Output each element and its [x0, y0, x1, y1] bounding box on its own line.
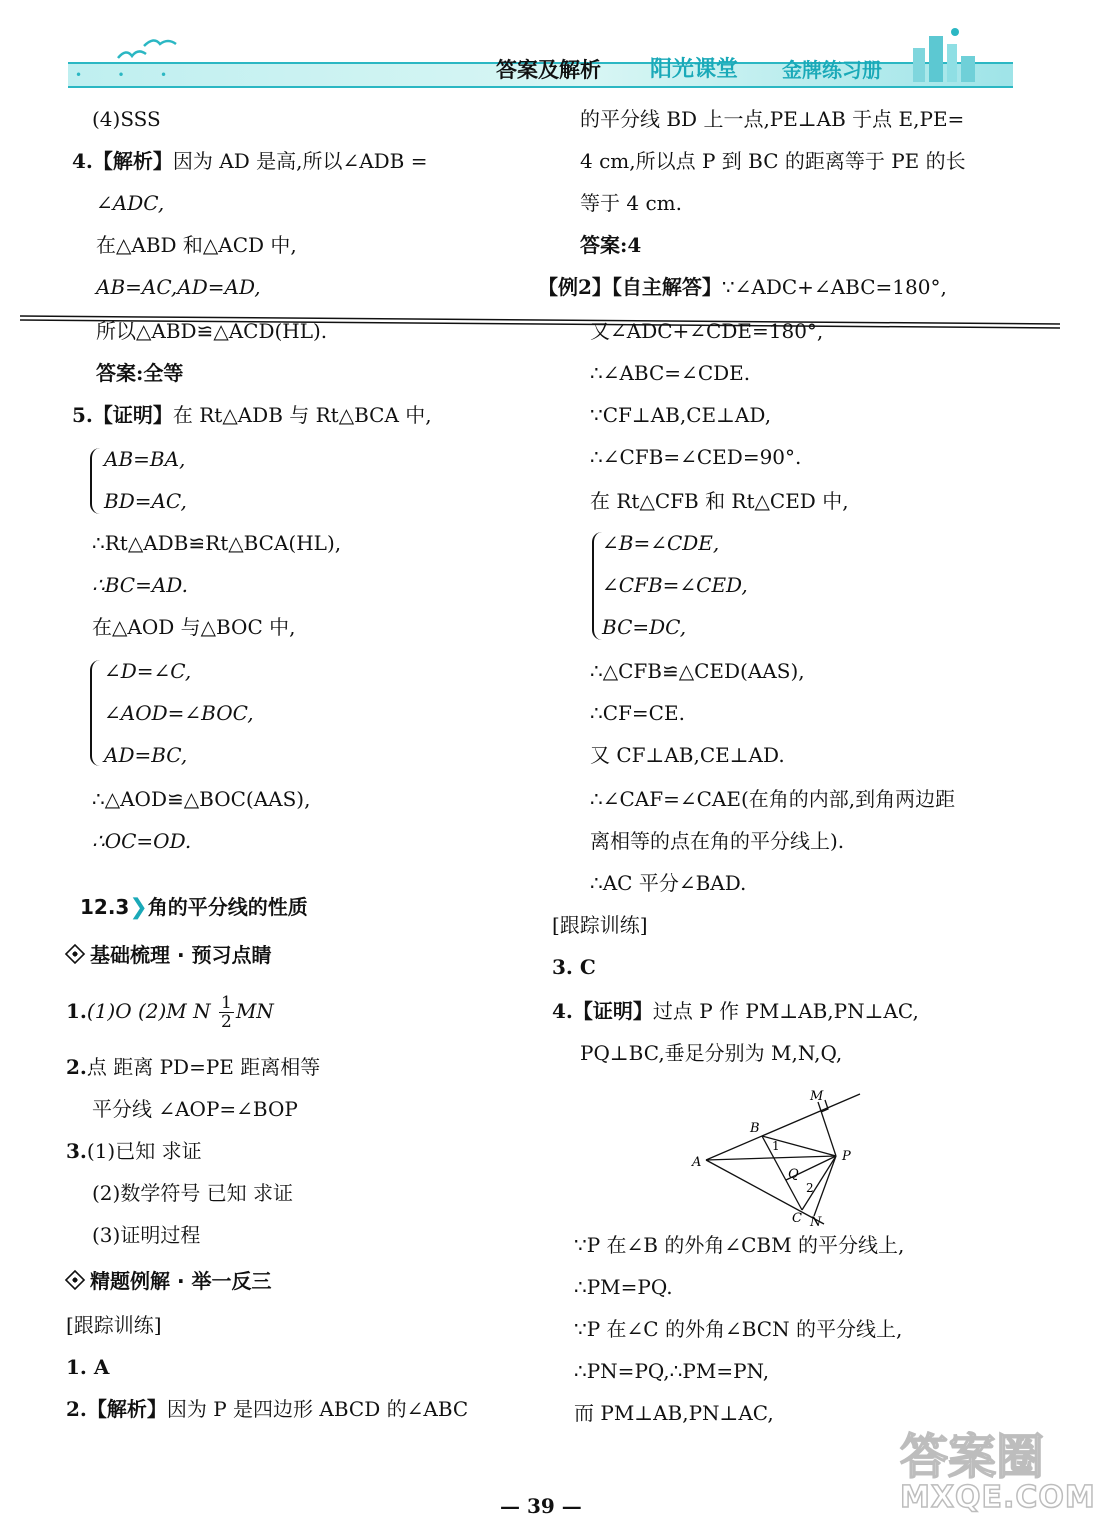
proof-text: 过点 P 作 PM⊥AB,PN⊥AC, [652, 999, 919, 1023]
figure-label-1: 1 [772, 1139, 780, 1153]
question-number: 4. [72, 149, 93, 173]
example-2 [538, 274, 947, 300]
figure-label-Q: Q [788, 1167, 799, 1182]
answer-line: 答案:全等 [96, 361, 184, 385]
question-2 [66, 1396, 468, 1422]
header-brand: 阳光课堂 [650, 57, 739, 82]
header-answer-label: 答案及解析 [496, 58, 601, 82]
text-line: ∴∠ABC=∠CDE. [590, 361, 751, 385]
text-line: BD=AC, [104, 489, 187, 513]
buildings-icon [905, 26, 1015, 84]
subsection-label: 精题例解 · 举一反三 [90, 1269, 272, 1293]
answer-line: 1. A [66, 1355, 110, 1379]
text-line: AB=AC,AD=AD, [96, 275, 261, 299]
section-number: 12.3 [80, 895, 130, 919]
text-line: 在△AOD 与△BOC 中, [92, 615, 296, 639]
analysis-tag: 【解析】 [86, 1397, 167, 1421]
answer-text: 点 距离 PD=PE 距离相等 [86, 1055, 321, 1079]
text-line: 的平分线 BD 上一点,PE⊥AB 于点 E,PE= [580, 107, 965, 131]
subsection-label: 基础梳理 · 预习点睛 [90, 943, 272, 967]
text-line: ∴PN=PQ,∴PM=PN, [574, 1359, 770, 1383]
subsection-basics [66, 942, 272, 968]
answer-text: MN [235, 999, 274, 1023]
text-line: 等于 4 cm. [580, 191, 682, 215]
answer-text: (1)已知 求证 [86, 1139, 202, 1163]
text-line: 在 Rt△CFB 和 Rt△CED 中, [590, 489, 849, 513]
text-line: (3)证明过程 [92, 1223, 201, 1247]
text-line: PQ⊥BC,垂足分别为 M,N,Q, [580, 1041, 843, 1065]
question-number: 1. [66, 999, 87, 1023]
question-4-proof [552, 998, 919, 1024]
analysis-tag: 【解析】 [92, 149, 173, 173]
watermark-logo: 答案圈 [900, 1429, 1045, 1485]
brace [90, 448, 100, 514]
text-line: 而 PM⊥AB,PN⊥AC, [574, 1401, 774, 1425]
text-line: ∵P 在∠C 的外角∠BCN 的平分线上, [574, 1317, 903, 1341]
fraction [219, 994, 234, 1031]
basics-q1 [66, 994, 274, 1031]
brace [90, 660, 100, 766]
question-number: 2. [66, 1055, 87, 1079]
text-line: ∵P 在∠B 的外角∠CBM 的平分线上, [574, 1233, 905, 1257]
example-text: ∵∠ADC+∠ABC=180°, [721, 275, 947, 299]
analysis-text: 因为 P 是四边形 ABCD 的∠ABC [166, 1397, 469, 1421]
question-number: 4. [552, 999, 573, 1023]
basics-q2 [66, 1054, 320, 1080]
text-line: ∠ADC, [96, 191, 165, 215]
text-line: ∴CF=CE. [590, 701, 685, 725]
text-line: 离相等的点在角的平分线上). [590, 829, 845, 853]
diamond-icon [65, 1270, 85, 1290]
text-line: ∴OC=OD. [92, 829, 192, 853]
header-dots: • • • [75, 68, 174, 82]
text-line: 在△ABD 和△ACD 中, [96, 233, 297, 257]
text-line: ∠D=∠C, [104, 659, 192, 683]
text-line: ∴PM=PQ. [574, 1275, 673, 1299]
diamond-icon [65, 944, 85, 964]
question-number: 5. [72, 403, 93, 427]
text-line: ∴Rt△ADB≌Rt△BCA(HL), [92, 531, 342, 555]
text-line: ∴BC=AD. [92, 573, 188, 597]
chevron-right-icon: ❯ [129, 895, 148, 920]
figure-label-C: C [792, 1211, 802, 1226]
text-line: ∴∠CFB=∠CED=90°. [590, 445, 802, 469]
figure-label-M: M [810, 1089, 824, 1104]
question-5 [72, 402, 432, 428]
text-line: BC=DC, [602, 615, 687, 639]
text-line: AD=BC, [104, 743, 188, 767]
answer-line: 答案:4 [580, 233, 642, 257]
figure-label-N: N [810, 1215, 822, 1230]
brace [592, 532, 602, 640]
question-4 [72, 148, 428, 174]
tracking-label: [跟踪训练] [66, 1313, 162, 1337]
watermark-site: MXQE.COM [900, 1480, 1096, 1515]
text-line: ∠B=∠CDE, [602, 531, 720, 555]
text-line: ∴∠CAF=∠CAE(在角的内部,到角两边距 [590, 787, 956, 811]
answer-text: (1)O (2)M N [86, 999, 211, 1023]
figure-label-A: A [692, 1155, 702, 1170]
text-line: 又 CF⊥AB,CE⊥AD. [590, 743, 785, 767]
proof-tag: 【证明】 [572, 999, 653, 1023]
analysis-text: 因为 AD 是高,所以∠ADB = [172, 149, 428, 173]
page-number: — 39 — [500, 1494, 582, 1518]
text-line: ∠CFB=∠CED, [602, 573, 748, 597]
answer-line: 3. C [552, 955, 596, 979]
figure-label-2: 2 [806, 1181, 814, 1195]
text-line: (2)数学符号 已知 求证 [92, 1181, 294, 1205]
proof-text: 在 Rt△ADB 与 Rt△BCA 中, [172, 403, 432, 427]
header-subtitle: 金牌练习册 [782, 58, 882, 82]
text-line: ∴△AOD≌△BOC(AAS), [92, 787, 311, 811]
answer-line: (4)SSS [92, 107, 161, 131]
section-title [80, 894, 308, 921]
proof-tag: 【证明】 [92, 403, 173, 427]
geometry-figure [690, 1086, 870, 1231]
fraction-numerator: 1 [221, 993, 232, 1013]
text-line: 4 cm,所以点 P 到 BC 的距离等于 PE 的长 [580, 149, 966, 173]
text-line: 又∠ADC+∠CDE=180°, [590, 319, 824, 343]
fraction-denominator: 2 [221, 1012, 232, 1032]
text-line: 所以△ABD≌△ACD(HL). [96, 319, 328, 343]
question-number: 2. [66, 1397, 87, 1421]
page-header [0, 0, 1070, 100]
section-name: 角的平分线的性质 [147, 895, 308, 919]
basics-q3 [66, 1138, 202, 1164]
figure-label-P: P [842, 1149, 851, 1164]
question-number: 3. [66, 1139, 87, 1163]
tracking-label: [跟踪训练] [552, 913, 648, 937]
text-line: ∵CF⊥AB,CE⊥AD, [590, 403, 772, 427]
example-tag: 【例2】【自主解答】 [538, 275, 722, 299]
figure-label-B: B [750, 1121, 760, 1136]
text-line: ∴△CFB≌△CED(AAS), [590, 659, 805, 683]
text-line: AB=BA, [104, 447, 186, 471]
text-line: ∠AOD=∠BOC, [104, 701, 254, 725]
text-line: 平分线 ∠AOP=∠BOP [92, 1097, 298, 1121]
text-line: ∴AC 平分∠BAD. [590, 871, 747, 895]
subsection-examples [66, 1268, 272, 1294]
